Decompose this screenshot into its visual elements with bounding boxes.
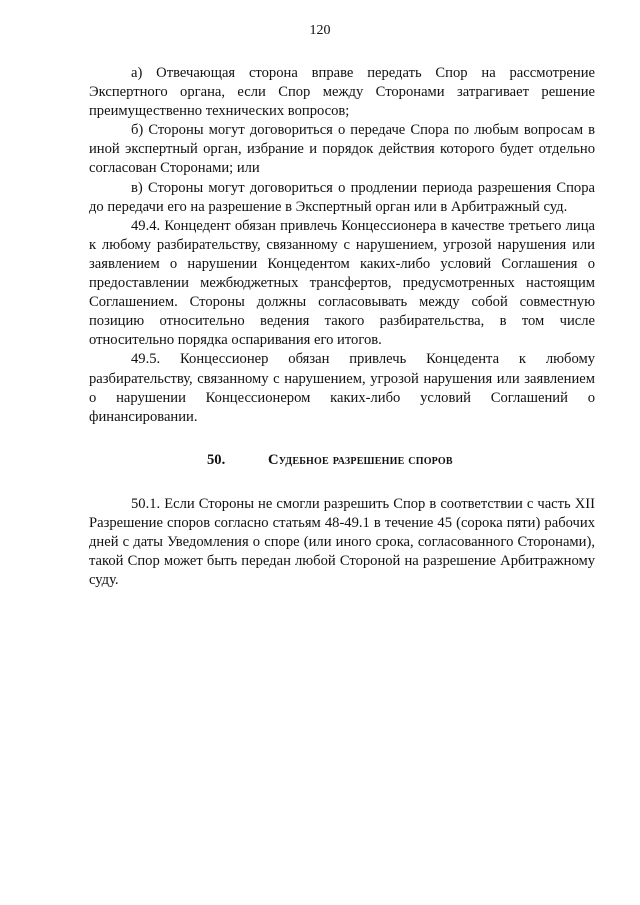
paragraph-a: а) Отвечающая сторона вправе передать Спор на рассмотрение Экспертного органа, если Спор между Сторонами затрагивает решение преимущественно технических вопросов; [89,65,595,120]
document-body [89,64,595,590]
section-number: 50. [207,451,226,468]
section-heading [89,451,595,470]
paragraph-c: в) Стороны могут договориться о продлении периода разрешения Спора до передачи его на разрешение в Экспертный орган или в Арбитражный суд. [89,179,595,215]
page-number: 120 [309,23,331,38]
section-title: Судебное разрешение споров [268,451,453,468]
paragraph-50-1: 50.1. Если Стороны не смогли разрешить Спор в соответствии с часть XII Разрешение споров согласно статьям 48-49.1 в течение 45 (сорока пяти) рабочих дней с даты Уведомления о споре (или иного срока, согласованного Сторонами), такой Спор может быть передан любой Стороной на разрешение Арбитражному суду. [89,495,595,589]
paragraph-b: б) Стороны могут договориться о передаче Спора по любым вопросам в иной экспертный орган, избрание и порядок действия которого будет отдельно согласован Сторонами; или [89,122,595,177]
paragraph-49-5: 49.5. Концессионер обязан привлечь Концедента к любому разбирательству, связанному с нарушением, угрозой нарушения или заявлением о нарушении Концессионером каких-либо условий Соглашений о финансировании. [89,351,595,425]
paragraph-49-4: 49.4. Концедент обязан привлечь Концессионера в качестве третьего лица к любому разбирательству, связанному с нарушением, угрозой нарушения или заявлением о нарушении Концедентом каких-либо условий Соглашения о предоставлении межбюджетных трансфертов, предусмотренных настоящим Соглашением. Стороны должны согласовывать между собой совместную позицию относительно ведения такого разбирательства, в том числе относительно порядка оспаривания его итогов. [89,217,595,349]
